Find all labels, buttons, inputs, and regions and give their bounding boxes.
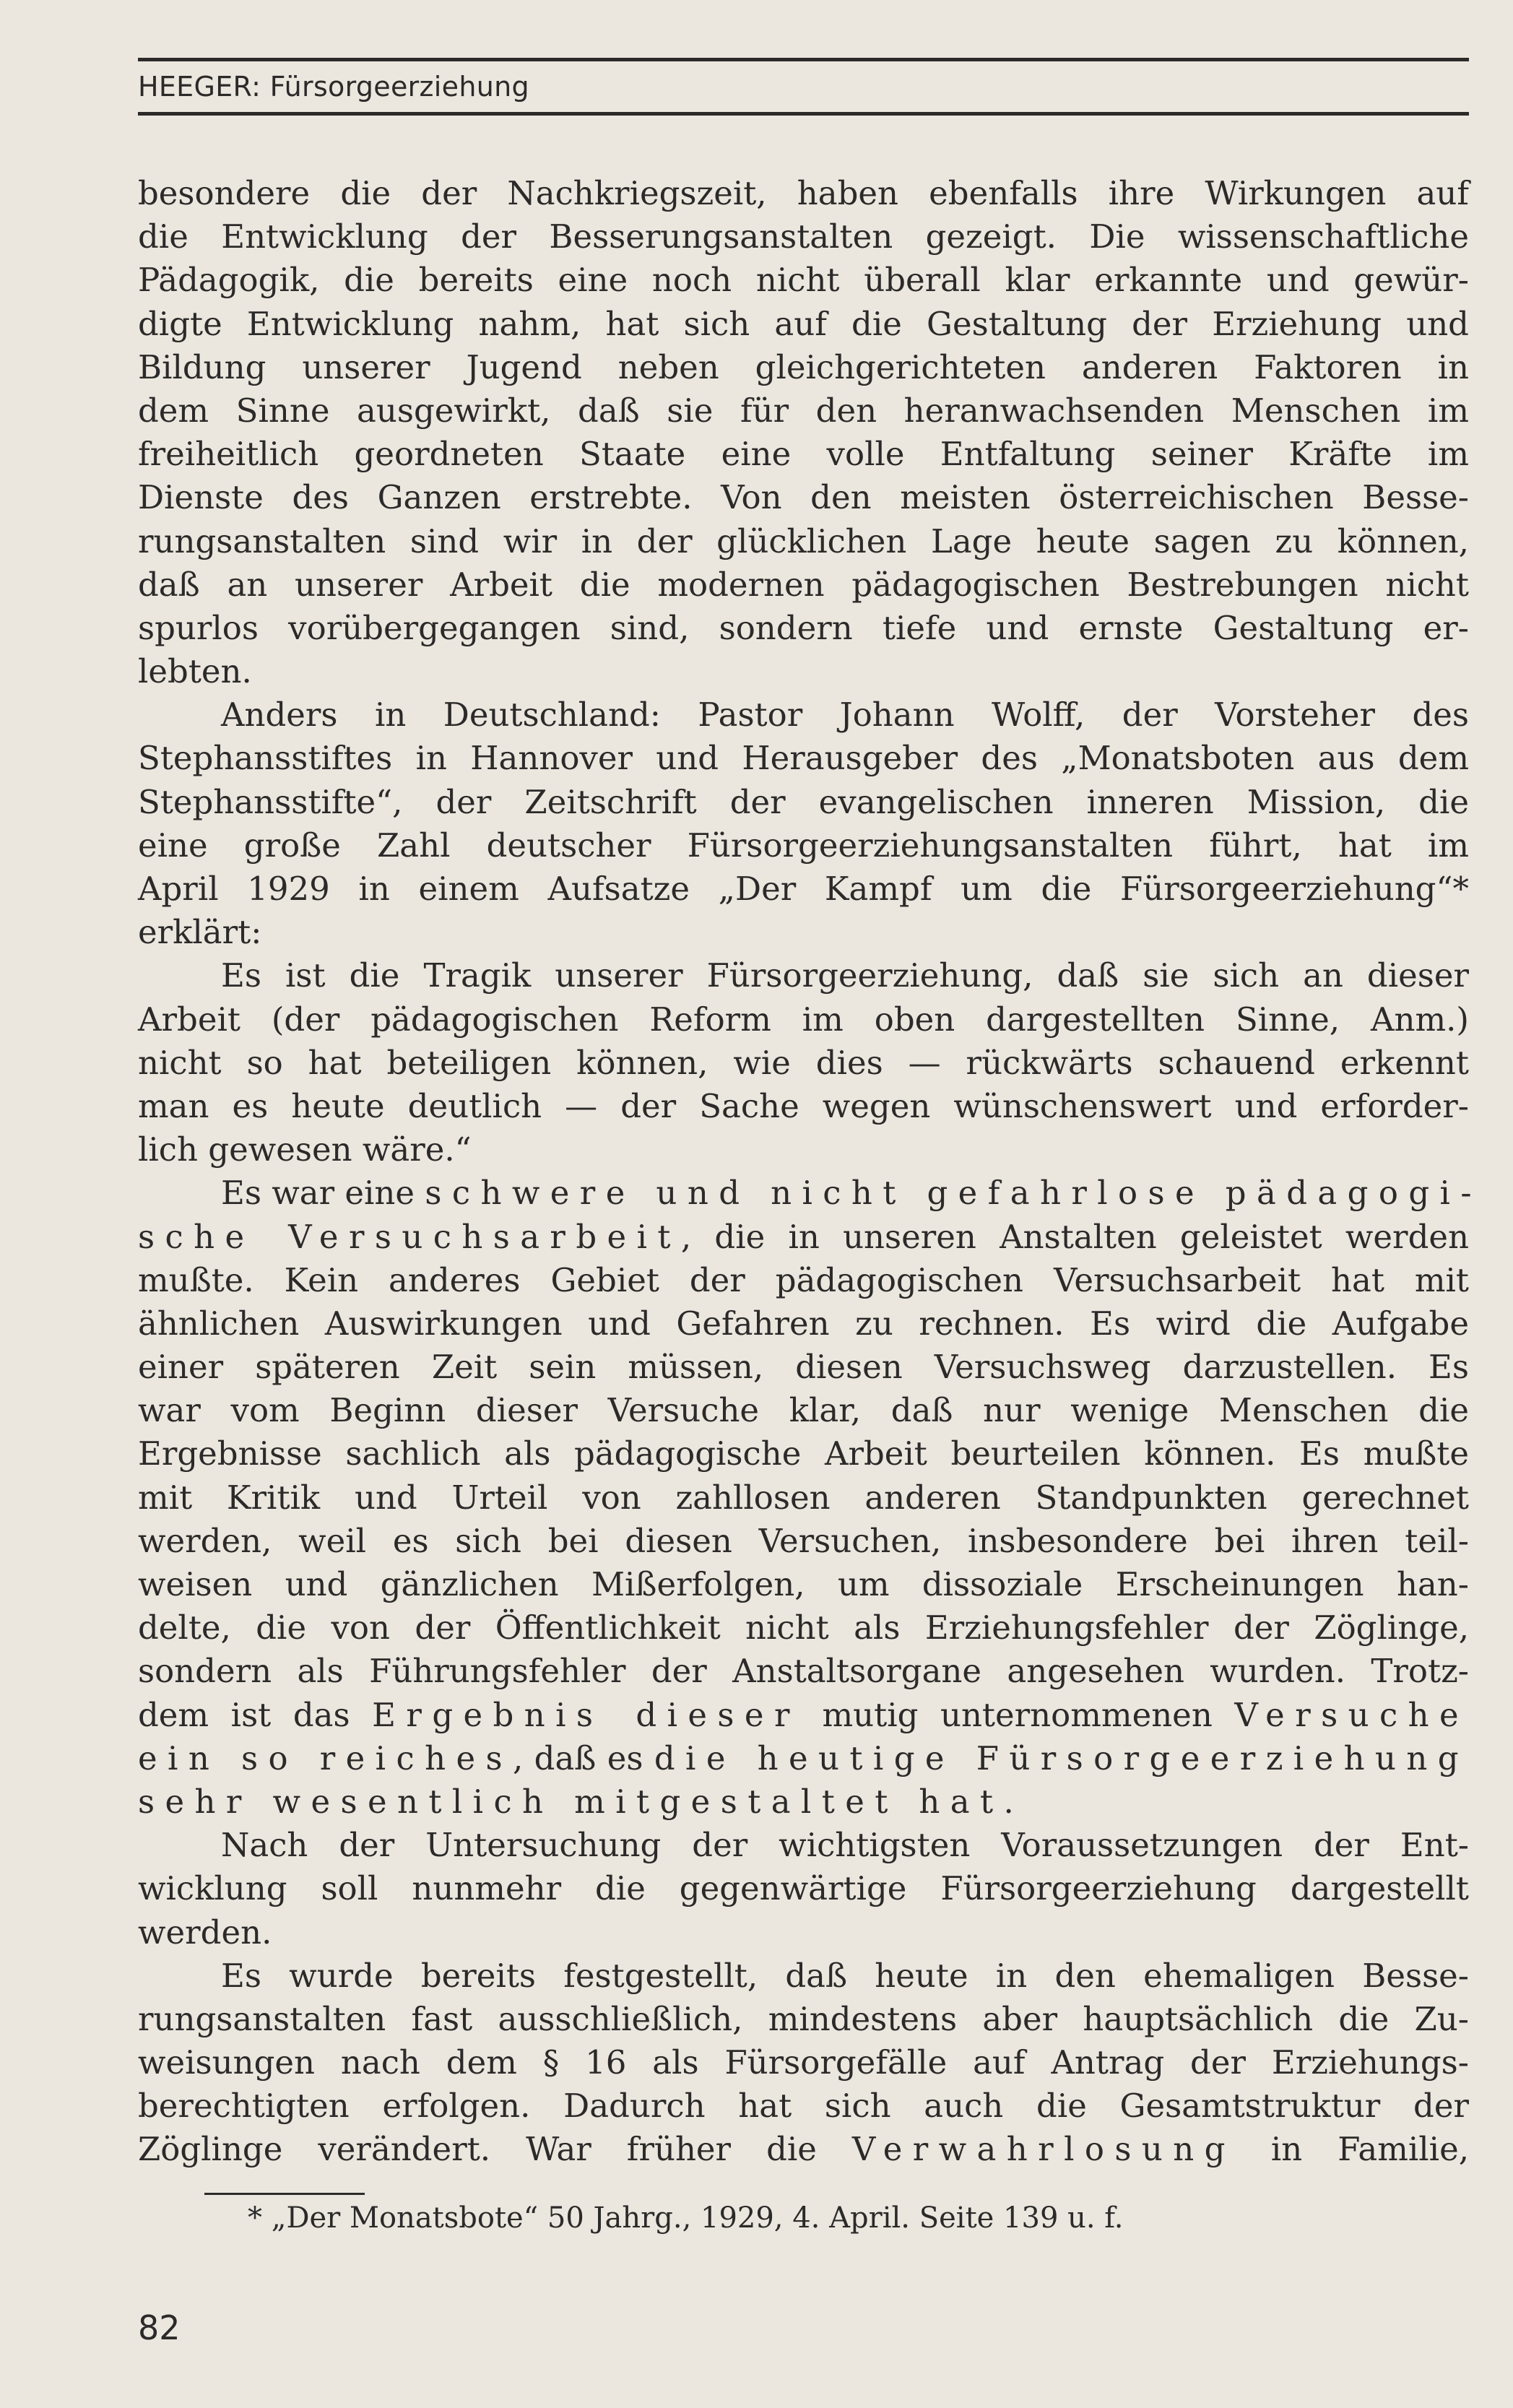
text-line: weisen und gänzlichen Mißerfolgen, um dissoziale Erscheinungen han- — [138, 1565, 1469, 1603]
text-line: delte, die von der Öffentlichkeit nicht als Erziehungsfehler der Zöglinge, — [138, 1608, 1469, 1647]
text-line: war vom Beginn dieser Versuche klar, daß nur wenige Menschen die — [138, 1391, 1469, 1430]
text-line — [138, 1780, 1469, 1824]
text-run: Zöglinge verändert. War früher die — [138, 2130, 852, 2169]
text-line: Pädagogik, die bereits eine noch nicht überall klar erkannte und gewür- — [138, 261, 1469, 300]
text-line: wicklung soll nunmehr die gegenwärtige Fürsorgeerziehung dargestellt — [138, 1869, 1469, 1908]
text-line: erklärt: — [138, 913, 262, 952]
text-line: April 1929 in einem Aufsatze „Der Kampf um die Fürsorgeerziehung“* — [138, 870, 1469, 908]
spaced-emphasis: die heutige Fürsorgeerziehung — [654, 1738, 1469, 1777]
header-rule-top — [138, 58, 1469, 61]
text-line: dem Sinne ausgewirkt, daß sie für den heranwachsenden Menschen im — [138, 391, 1469, 430]
header-rule-bottom — [138, 112, 1469, 116]
text-line — [138, 1694, 1469, 1737]
text-line: werden, weil es sich bei diesen Versuchen, insbesondere bei ihren teil- — [138, 1521, 1469, 1560]
text-line: digte Entwicklung nahm, hat sich auf die Gestaltung der Erziehung und — [138, 304, 1469, 343]
text-line: weisungen nach dem § 16 als Fürsorgefälle auf Antrag der Erziehungs- — [138, 2043, 1469, 2082]
text-line: sondern als Führungsfehler der Anstaltsorgane angesehen wurden. Trotz- — [138, 1652, 1469, 1691]
spaced-emphasis: sche Versuchsarbeit — [138, 1217, 681, 1256]
spaced-emphasis: Verwahrlosung — [851, 2130, 1236, 2169]
text-line — [138, 1171, 1482, 1215]
text-line: Es wurde bereits festgestellt, daß heute in den ehemaligen Besse- — [221, 1956, 1469, 1995]
text-run: , daß es — [512, 1738, 654, 1777]
text-line: spurlos vorübergegangen sind, sondern tiefe und ernste Gestaltung er- — [138, 608, 1469, 647]
text-line: freiheitlich geordneten Staate eine volle Entfaltung seiner Kräfte im — [138, 435, 1469, 474]
text-line: eine große Zahl deutscher Fürsorgeerziehungsanstalten führt, hat im — [138, 826, 1469, 865]
body-text — [138, 172, 1482, 2172]
text-line: daß an unserer Arbeit die modernen pädagogischen Bestrebungen nicht — [138, 565, 1469, 604]
spaced-emphasis: Versuche — [1234, 1695, 1469, 1734]
text-run: dem ist das — [138, 1695, 373, 1734]
spaced-emphasis: sehr wesentlich mitgestaltet hat — [138, 1782, 1004, 1821]
text-run: mutig unternommenen — [799, 1695, 1235, 1734]
running-header: HEEGER: Fürsorgeerziehung — [138, 71, 529, 103]
text-line: Dienste des Ganzen erstrebte. Von den meisten österreichischen Besse- — [138, 478, 1469, 517]
text-line — [138, 1737, 1469, 1780]
text-line: berechtigten erfolgen. Dadurch hat sich auch die Gesamtstruktur der — [138, 2087, 1469, 2126]
text-line: Bildung unserer Jugend neben gleichgerichteten anderen Faktoren in — [138, 347, 1469, 386]
text-line: Stephansstifte“, der Zeitschrift der evangelischen inneren Mission, die — [138, 782, 1469, 821]
text-line: mußte. Kein anderes Gebiet der pädagogischen Versuchsarbeit hat mit — [138, 1260, 1469, 1299]
text-line — [138, 1216, 1469, 1259]
text-line: lebten. — [138, 652, 252, 691]
text-line: rungsanstalten fast ausschließlich, mindestens aber hauptsächlich die Zu- — [138, 1999, 1469, 2038]
spaced-emphasis: Ergebnis dieser — [372, 1695, 800, 1734]
quote-line: man es heute deutlich — der Sache wegen wünschenswert und erforder- — [138, 1086, 1469, 1125]
text-run: Es war eine — [221, 1174, 415, 1213]
quote-line: lich gewesen wäre.“ — [138, 1130, 472, 1169]
text-run: in Familie, — [1235, 2130, 1470, 2169]
text-line: einer späteren Zeit sein müssen, diesen Versuchsweg darzustellen. Es — [138, 1348, 1469, 1387]
quote-line: Arbeit (der pädagogischen Reform im oben dargestellten Sinne, Anm.) — [138, 1000, 1469, 1039]
spaced-emphasis: schwere und nicht gefahrlose pädagogi- — [425, 1174, 1482, 1213]
text-line: mit Kritik und Urteil von zahllosen anderen Standpunkten gerechnet — [138, 1478, 1469, 1517]
text-run: . — [1003, 1782, 1014, 1821]
text-line — [138, 2128, 1469, 2171]
text-line: werden. — [138, 1913, 272, 1952]
text-line: Ergebnisse sachlich als pädagogische Arbeit beurteilen können. Es mußte — [138, 1434, 1469, 1473]
quote-line: nicht so hat beteiligen können, wie dies — rückwärts schauend erkennt — [138, 1043, 1469, 1082]
footnote-rule — [204, 2193, 365, 2195]
text-line: Anders in Deutschland: Pastor Johann Wolff, der Vorsteher des — [221, 696, 1469, 735]
quote-line: Es ist die Tragik unserer Fürsorgeerziehung, daß sie sich an dieser — [221, 956, 1469, 995]
spaced-emphasis: ein so reiches — [138, 1738, 513, 1777]
text-line: Stephansstiftes in Hannover und Herausgeber des „Monatsboten aus dem — [138, 739, 1469, 778]
text-line: ähnlichen Auswirkungen und Gefahren zu rechnen. Es wird die Aufgabe — [138, 1304, 1469, 1343]
text-line: besondere die der Nachkriegszeit, haben ebenfalls ihre Wirkungen auf — [138, 174, 1469, 212]
footnote: * „Der Monatsbote“ 50 Jahrg., 1929, 4. April. Seite 139 u. f. — [248, 2201, 1124, 2235]
text-line: rungsanstalten sind wir in der glücklichen Lage heute sagen zu können, — [138, 521, 1469, 560]
text-line: die Entwicklung der Besserungsanstalten gezeigt. Die wissenschaftliche — [138, 217, 1469, 256]
page-number: 82 — [138, 2308, 181, 2347]
text-run: , die in unseren Anstalten geleistet werden — [680, 1217, 1469, 1256]
text-line: Nach der Untersuchung der wichtigsten Voraussetzungen der Ent- — [221, 1826, 1469, 1865]
